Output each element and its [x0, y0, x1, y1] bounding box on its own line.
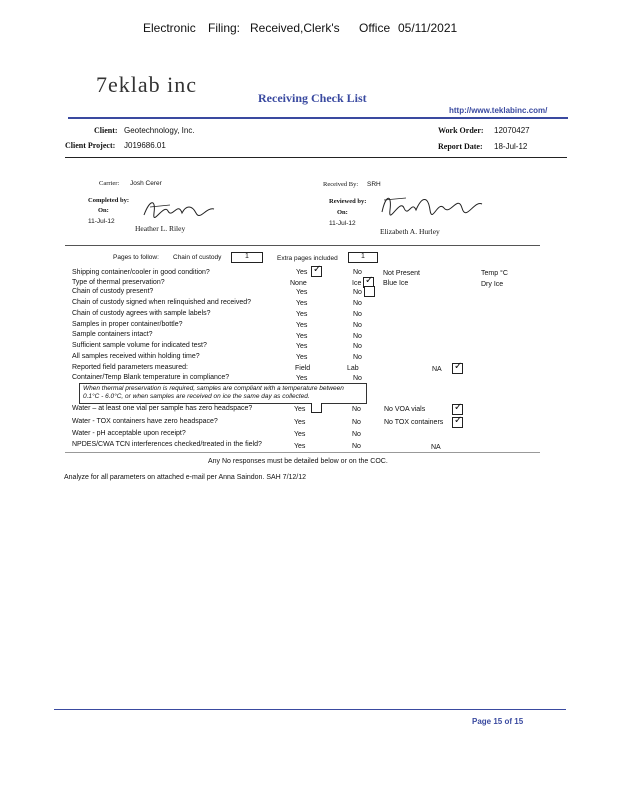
completed-date: 11-Jul-12	[88, 218, 115, 225]
question-npdes: NPDES/CWA TCN interferences checked/treated in the field?	[72, 441, 262, 448]
answer-shipping-not-present: Not Present	[383, 270, 420, 277]
answer-thermal-none: None	[290, 280, 307, 287]
question-thermal: Type of thermal preservation?	[72, 279, 165, 286]
answer-thermal-dry-ice: Dry Ice	[481, 281, 504, 288]
question-coc-present: Chain of custody present?	[72, 288, 154, 295]
answer-thermal-ice: Ice	[352, 280, 362, 287]
filing-received: Received,Clerk's	[250, 21, 340, 35]
extra-pages-field[interactable]: 1	[348, 252, 378, 263]
answer-npdes-no: No	[352, 443, 361, 450]
report-date-label: Report Date:	[438, 142, 483, 151]
client-value: Geotechnology, Inc.	[124, 126, 195, 135]
thermal-preservation-note	[79, 383, 367, 404]
question-ph: Water - pH acceptable upon receipt?	[72, 430, 186, 437]
page-title: Receiving Check List	[258, 91, 367, 105]
checkbox-no-tox-containers[interactable]	[452, 417, 463, 428]
question-shipping: Shipping container/cooler in good condition?	[72, 269, 210, 276]
pages-to-follow-label: Pages to follow:	[113, 254, 159, 261]
note-line-2: 0.1°C - 6.0°C, or when samples are received on ice the same day as collected.	[83, 393, 310, 400]
filing-date: 05/11/2021	[398, 21, 458, 35]
answer-intact-yes: Yes	[296, 333, 308, 340]
checkbox-coc-present-no[interactable]	[364, 286, 375, 297]
question-coc-agrees: Chain of custody agrees with sample labels?	[72, 310, 211, 317]
client-project-label: Client Project:	[65, 141, 116, 150]
answer-shipping-no: No	[353, 269, 362, 276]
question-temp-compliance: Container/Temp Blank temperature in compliance?	[72, 374, 230, 381]
answer-coc-present-yes: Yes	[296, 289, 308, 296]
report-date-value: 18-Jul-12	[494, 142, 528, 151]
answer-coc-present-no: No	[353, 289, 362, 296]
question-coc-signed: Chain of custody signed when relinquished and received?	[72, 299, 252, 306]
answer-holding-time-no: No	[353, 354, 362, 361]
coc-pages-field[interactable]: 1	[231, 252, 263, 263]
question-field-params: Reported field parameters measured:	[72, 364, 188, 371]
question-tox-headspace: Water - TOX containers have zero headspace?	[72, 418, 218, 425]
client-divider	[65, 157, 567, 158]
answer-ph-yes: Yes	[294, 431, 306, 438]
checklist-divider	[65, 452, 540, 453]
answer-coc-agrees-yes: Yes	[296, 311, 308, 318]
website-url: http://www.teklabinc.com/	[449, 106, 548, 115]
received-by-label: Received By:	[323, 181, 359, 188]
answer-voa-yes: Yes	[294, 406, 306, 413]
reviewed-name: Elizabeth A. Hurley	[380, 227, 440, 236]
answer-npdes-na: NA	[431, 444, 441, 451]
answer-field-params-na: NA	[432, 366, 442, 373]
answer-field-params-field: Field	[295, 365, 311, 372]
checkbox-shipping-yes[interactable]	[311, 266, 322, 277]
answer-intact-no: No	[353, 333, 362, 340]
answer-tox-no: No	[352, 419, 361, 426]
answer-volume-yes: Yes	[296, 343, 308, 350]
answer-tox-yes: Yes	[294, 419, 306, 426]
received-by-value: SRH	[367, 181, 381, 188]
client-project-value: J019686.01	[124, 141, 166, 150]
answer-volume-no: No	[353, 343, 362, 350]
answer-shipping-temp: Temp °C	[481, 270, 508, 277]
client-label: Client:	[94, 126, 118, 135]
answer-coc-signed-yes: Yes	[296, 300, 308, 307]
header-divider	[68, 117, 568, 119]
filing-electronic: Electronic	[143, 21, 196, 35]
filing-office: Office	[359, 21, 391, 35]
carrier-value: Josh Cerer	[130, 180, 162, 187]
answer-container-no: No	[353, 322, 362, 329]
completed-name: Heather L. Riley	[135, 224, 186, 233]
work-order-label: Work Order:	[438, 126, 484, 135]
note-line-1: When thermal preservation is required, samples are compliant with a temperature between	[83, 385, 344, 392]
answer-no-voa-vials: No VOA vials	[384, 406, 426, 413]
answer-container-yes: Yes	[296, 322, 308, 329]
answer-shipping-yes: Yes	[296, 269, 308, 276]
checkbox-voa-yes[interactable]	[311, 403, 322, 413]
carrier-label: Carrier:	[99, 180, 120, 187]
coc-pages-label: Chain of custody	[173, 254, 222, 261]
filing-label: Filing:	[208, 21, 241, 35]
reviewed-on-label: On:	[337, 209, 348, 216]
checkbox-field-params-na[interactable]	[452, 363, 463, 374]
answer-thermal-blue-ice: Blue Ice	[383, 280, 409, 287]
reviewed-by-label: Reviewed by:	[329, 198, 367, 205]
answer-voa-no: No	[352, 406, 361, 413]
answer-temp-compliance-no: No	[353, 375, 362, 382]
answer-no-tox-containers: No TOX containers	[384, 419, 444, 426]
answer-coc-signed-no: No	[353, 300, 362, 307]
question-voa-headspace: Water – at least one vial per sample has zero headspace?	[72, 405, 253, 412]
question-volume: Sufficient sample volume for indicated test?	[72, 342, 207, 349]
no-responses-footnote: Any No responses must be detailed below or on the COC.	[208, 458, 388, 465]
checkbox-no-voa-vials[interactable]	[452, 404, 463, 415]
extra-pages-label: Extra pages included	[277, 255, 338, 262]
completed-on-label: On:	[98, 207, 109, 214]
page-number: Page 15 of 15	[472, 717, 524, 726]
work-order-value: 12070427	[494, 126, 530, 135]
answer-field-params-lab: Lab	[347, 365, 359, 372]
question-intact: Sample containers intact?	[72, 331, 153, 338]
reviewed-signature	[378, 190, 490, 222]
answer-npdes-yes: Yes	[294, 443, 306, 450]
question-container: Samples in proper container/bottle?	[72, 321, 183, 328]
answer-temp-compliance-yes: Yes	[296, 375, 308, 382]
completed-by-label: Completed by:	[88, 197, 129, 204]
reviewed-date: 11-Jul-12	[329, 220, 356, 227]
answer-ph-no: No	[352, 431, 361, 438]
answer-holding-time-yes: Yes	[296, 354, 308, 361]
analysis-comment: Analyze for all parameters on attached e-mail per Anna Saindon. SAH 7/12/12	[64, 474, 307, 481]
answer-coc-agrees-no: No	[353, 311, 362, 318]
completed-signature	[140, 195, 220, 223]
personnel-divider	[65, 245, 540, 246]
footer-divider	[54, 709, 566, 710]
question-holding-time: All samples received within holding time?	[72, 353, 200, 360]
company-logo: 7eklab inc	[96, 72, 198, 97]
